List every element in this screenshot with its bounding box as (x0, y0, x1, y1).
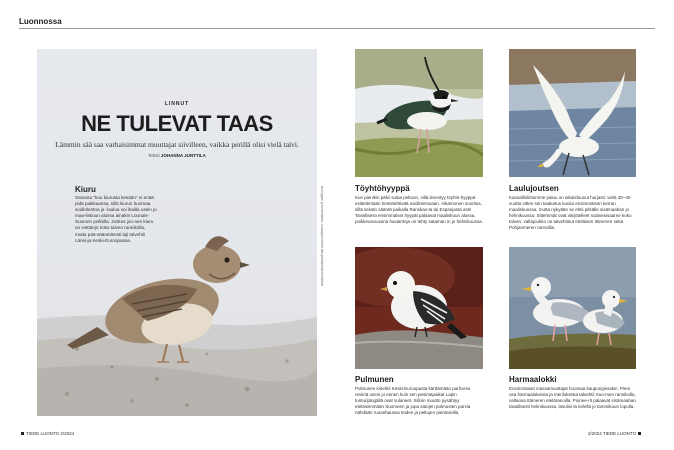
kiuru-title: Kiuru (75, 185, 96, 194)
kiuru-text: Sananta "kuu kiurusta kesään" ei enää pidä paikkaansa, sillä kiurun huomaa soidinlentoa ja -laulua voi ihailla usein jo maa-liskuun alussa ainakin Lounais-Suomen pelloilla. Joskus jou-nen kiuru on viettänyt koko talven rannikolla, mutta pää-sääntöisesti laji talvehtii Länsi-ja Keski-Euroopassa. (75, 195, 157, 243)
article-headline: NE TULEVAT TAAS (81, 111, 273, 136)
footer-bullet-icon (638, 432, 641, 435)
whooper-swan-photo (509, 49, 636, 177)
article-kicker: LINNUT (164, 101, 190, 107)
herring-gull-photo (509, 247, 636, 369)
snow-bunting-text: Pulmunen kiirehtii Keski-Euroopasta kärttämään parhai-ta reviiriä usein jo ennen kuin sen pesimäpaikat Lapin tunturijängällä ovat sulaneet. Silloin muutto pysähtyy eteläisimmään Suomeen ja jopa satojen pulmusten parvia nähdään ruoanhaussa teiden ja peltojen pientareilla. (355, 386, 471, 415)
lapwing-text: Kun pienikin pälvi sulaa peltoon, sillä ilmestyy töyhtö-hyyppä esittelemään hentelehtivää soidinlentoaan. Aikamonen suoritus, sillä selvän sääntä paikalla Ranskas-ta tai Espanjasta asti! Tavallisesti ensimmäiset hyypät palaavat maaliskuun alussa, poikkeusvuosina havaintoja on tehty sataman in jo helmikuussa. (355, 195, 483, 224)
snow-bunting-photo (355, 247, 483, 369)
section-title: Luonnossa (19, 17, 62, 26)
gull-text: Ensimmäiset massamuuttajat huomaa kaupungissakin. Pieni osa harmaalokeista ja merilokeista talvehtii Suo-men rannikolla, valtaosa Itämeren eteläranoilla. Pionee-rit palaavat sisämaahan tavallisesti helmikuussa, lasulisi-la kelellä jo tammikuun lopulla. (509, 386, 636, 409)
article-lead: Lämmin sää saa varhaisimmat muuttajat siivilleen, vaikka perillä olisi vielä talvi. (55, 140, 299, 149)
photo-credit: Anonyymi ja tuntematon, kuvaajien tiedot alkuperäisessä lehdessä (320, 186, 324, 286)
lapwing-title: Töyhtöhyyppä (355, 184, 410, 193)
snow-bunting-title: Pulmunen (355, 375, 394, 384)
footer-left: TIEDE LUONTO 2/2024 (19, 431, 74, 436)
gull-title: Harmaalokki (509, 375, 557, 384)
swan-title: Laulujoutsen (509, 184, 559, 193)
footer-bullet-icon (21, 432, 24, 435)
lapwing-photo (355, 49, 483, 177)
swan-text: Kansallislintumme paluu on aikaisfuunut hurjasti: vielä 30–40 vuotta sitten sen kaakatus kuului ensimmäisen kerran maaliskuussa, mutta nykyään se ehtii pitkälle sisämaahan jo helmikuussa. Sittemmät ovat värjötelleet sulavesisaarne koko talven, valtajoukko on talvehtinut eteläisen Itämeren sekä Pohjanmeren rannoilla. (509, 195, 632, 230)
article-byline: Teksti JOHANNA JUNTTILA (148, 153, 206, 158)
header-rule (19, 28, 655, 29)
footer-right: 2/2024 TIEDE LUONTO (588, 431, 643, 436)
hero-feature (37, 49, 317, 416)
